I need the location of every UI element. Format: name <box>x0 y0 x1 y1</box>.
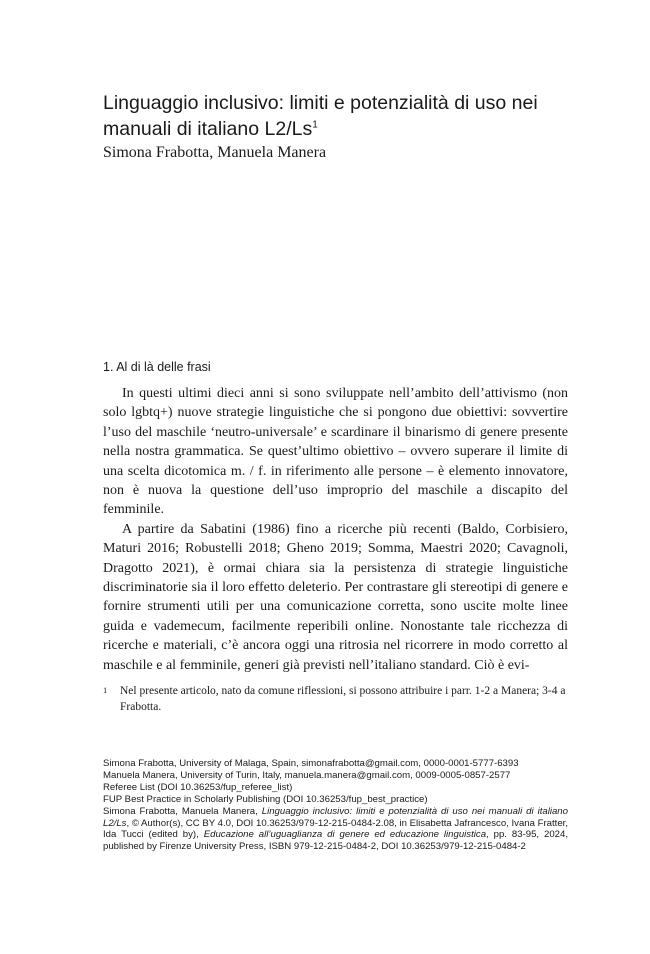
footnote-mark: 1 <box>103 685 108 695</box>
footnote-text: Nel presente articolo, nato da comune riflessioni, si possono attribuire i parr. 1-2 a Manera; 3-4 a Frabotta. <box>120 685 566 713</box>
article-authors: Simona Frabotta, Manuela Manera <box>103 144 327 161</box>
body-paragraph-2: A partire da Sabatini (1986) fino a ricerche più recenti (Baldo, Corbisiero, Maturi 2016; Robustelli 2018; Gheno 2019; Somma, Maestri 2020; Cavagnoli, Dragotto 2021), è ormai chiara sia la persistenza di strategie linguistiche discriminatorie sia il loro effetto deleterio. Per contrastare gli stereotipi di genere e fornire strumenti utili per una comunicazione corretta, sono uscite molte linee guida e vademecum, facilmente reperibili online. Nonostante tale ricchezza di ricerche e materiali, c’è ancora oggi una ritrosia nel ricorrere in modo corretto al maschile e al femminile, generi già previsti nell’italiano standard. Ciò è evi- <box>103 521 568 673</box>
citation-authors: Simona Frabotta, Manuela Manera, <box>103 805 262 817</box>
best-practice-link[interactable]: FUP Best Practice in Scholarly Publishing (DOI 10.36253/fup_best_practice) <box>103 793 428 805</box>
body-paragraph-1: In questi ultimi dieci anni si sono sviluppate nell’ambito dell’attivismo (non solo lgbtq+) nuove strategie linguistiche che si pongono due obiettivi: sovvertire l’uso del maschile ‘neutro-universale’ e scardinare il binarismo di genere presente nella nostra grammatica. Se quest’ultimo obiettivo – ovvero superare il limite di una scelta dicotomica m. / f. in riferimento alle persone – è elemento innovatore, non è nuova la questione dell’uso improprio del maschile a discapito del femminile. <box>103 386 568 518</box>
referee-list-link[interactable]: Referee List (DOI 10.36253/fup_referee_list) <box>103 781 293 793</box>
article-metadata <box>103 758 568 853</box>
citation-end: , pp. 83-95, 2024, published by Firenze University Press, ISBN 979-12-215-0484-2, DOI 10.36253/979-12-215-0484-2 <box>103 829 568 853</box>
citation <box>103 806 568 854</box>
article-title-text: Linguaggio inclusivo: limiti e potenzialità di uso nei manuali di italiano L2/Ls <box>103 92 538 140</box>
body-text <box>103 384 568 675</box>
section-heading: 1. Al di là delle frasi <box>103 360 211 374</box>
affiliation-frabotta: Simona Frabotta, University of Malaga, Spain, simonafrabotta@gmail.com, 0000-0001-5777-6393 <box>103 758 519 769</box>
article-title <box>103 90 563 142</box>
citation-middle: , © Author(s), CC BY 4.0, DOI 10.36253/979-12-215-0484-2.08, in Elisabetta Jafrancesco, Ivana Fratter, Ida Tucci (edited by), <box>103 817 569 841</box>
footnote <box>103 684 568 715</box>
affiliation-manera: Manuela Manera, University of Turin, Italy, manuela.manera@gmail.com, 0009-0005-0857-2577 <box>103 769 511 781</box>
title-footnote-mark[interactable]: 1 <box>312 119 318 131</box>
citation-title: Linguaggio inclusivo: limiti e potenzialità di uso nei manuali di italiano L2/Ls <box>103 805 568 829</box>
citation-book: Educazione all’uguaglianza di genere ed educazione linguistica <box>203 829 487 841</box>
